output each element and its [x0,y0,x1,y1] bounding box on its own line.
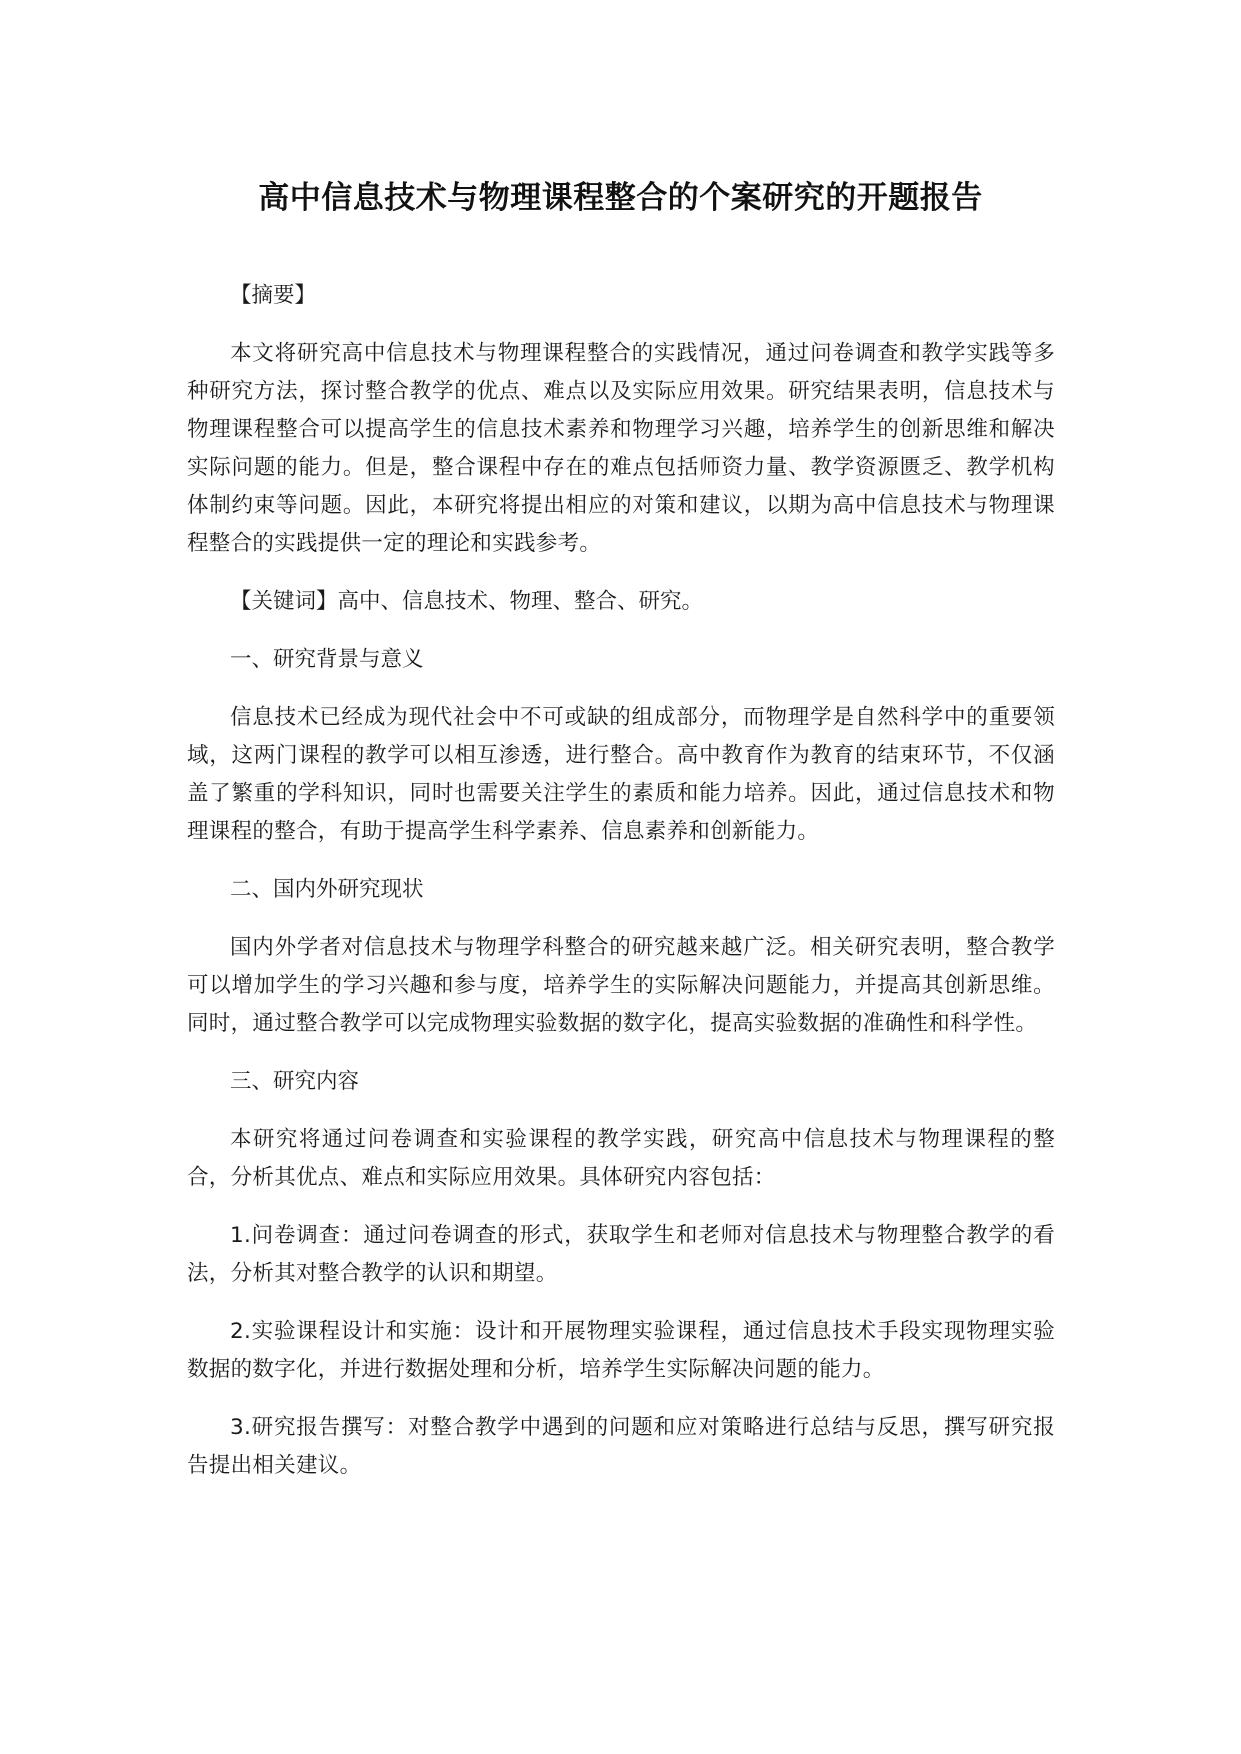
section-heading-content: 三、研究内容 [230,1069,360,1094]
list-item-report: 3.研究报告撰写：对整合教学中遇到的问题和应对策略进行总结与反思，撰写研究报告提出相关建议。 [187,1415,1055,1478]
keywords-line: 【关键词】高中、信息技术、物理、整合、研究。 [230,589,704,614]
abstract-heading: 【摘要】 [230,283,317,308]
section-heading-status: 二、国内外研究现状 [230,877,424,902]
section-paragraph-background: 信息技术已经成为现代社会中不可或缺的组成部分，而物理学是自然科学中的重要领域，这两门课程的教学可以相互渗透，进行整合。高中教育作为教育的结束环节，不仅涵盖了繁重的学科知识，同时也需要关注学生的素质和能力培养。因此，通过信息技术和物理课程的整合，有助于提高学生科学素养、信息素养和创新能力。 [187,705,1055,844]
section-paragraph-status: 国内外学者对信息技术与物理学科整合的研究越来越广泛。相关研究表明，整合教学可以增加学生的学习兴趣和参与度，培养学生的实际解决问题能力，并提高其创新思维。同时，通过整合教学可以完成物理实验数据的数字化，提高实验数据的准确性和科学性。 [187,935,1055,1036]
section-paragraph-content-intro: 本研究将通过问卷调查和实验课程的教学实践，研究高中信息技术与物理课程的整合，分析其优点、难点和实际应用效果。具体研究内容包括： [187,1127,1055,1190]
abstract-paragraph: 本文将研究高中信息技术与物理课程整合的实践情况，通过问卷调查和教学实践等多种研究方法，探讨整合教学的优点、难点以及实际应用效果。研究结果表明，信息技术与物理课程整合可以提高学生的信息技术素养和物理学习兴趣，培养学生的创新思维和解决实际问题的能力。但是，整合课程中存在的难点包括师资力量、教学资源匮乏、教学机构体制约束等问题。因此，本研究将提出相应的对策和建议，以期为高中信息技术与物理课程整合的实践提供一定的理论和实践参考。 [187,341,1055,556]
document-title: 高中信息技术与物理课程整合的个案研究的开题报告 [258,180,983,216]
list-item-experiment: 2.实验课程设计和实施：设计和开展物理实验课程，通过信息技术手段实现物理实验数据的数字化，并进行数据处理和分析，培养学生实际解决问题的能力。 [187,1319,1055,1382]
list-item-survey: 1.问卷调查：通过问卷调查的形式，获取学生和老师对信息技术与物理整合教学的看法，分析其对整合教学的认识和期望。 [187,1223,1055,1286]
section-heading-background: 一、研究背景与意义 [230,647,424,672]
document-body [187,277,1055,1485]
